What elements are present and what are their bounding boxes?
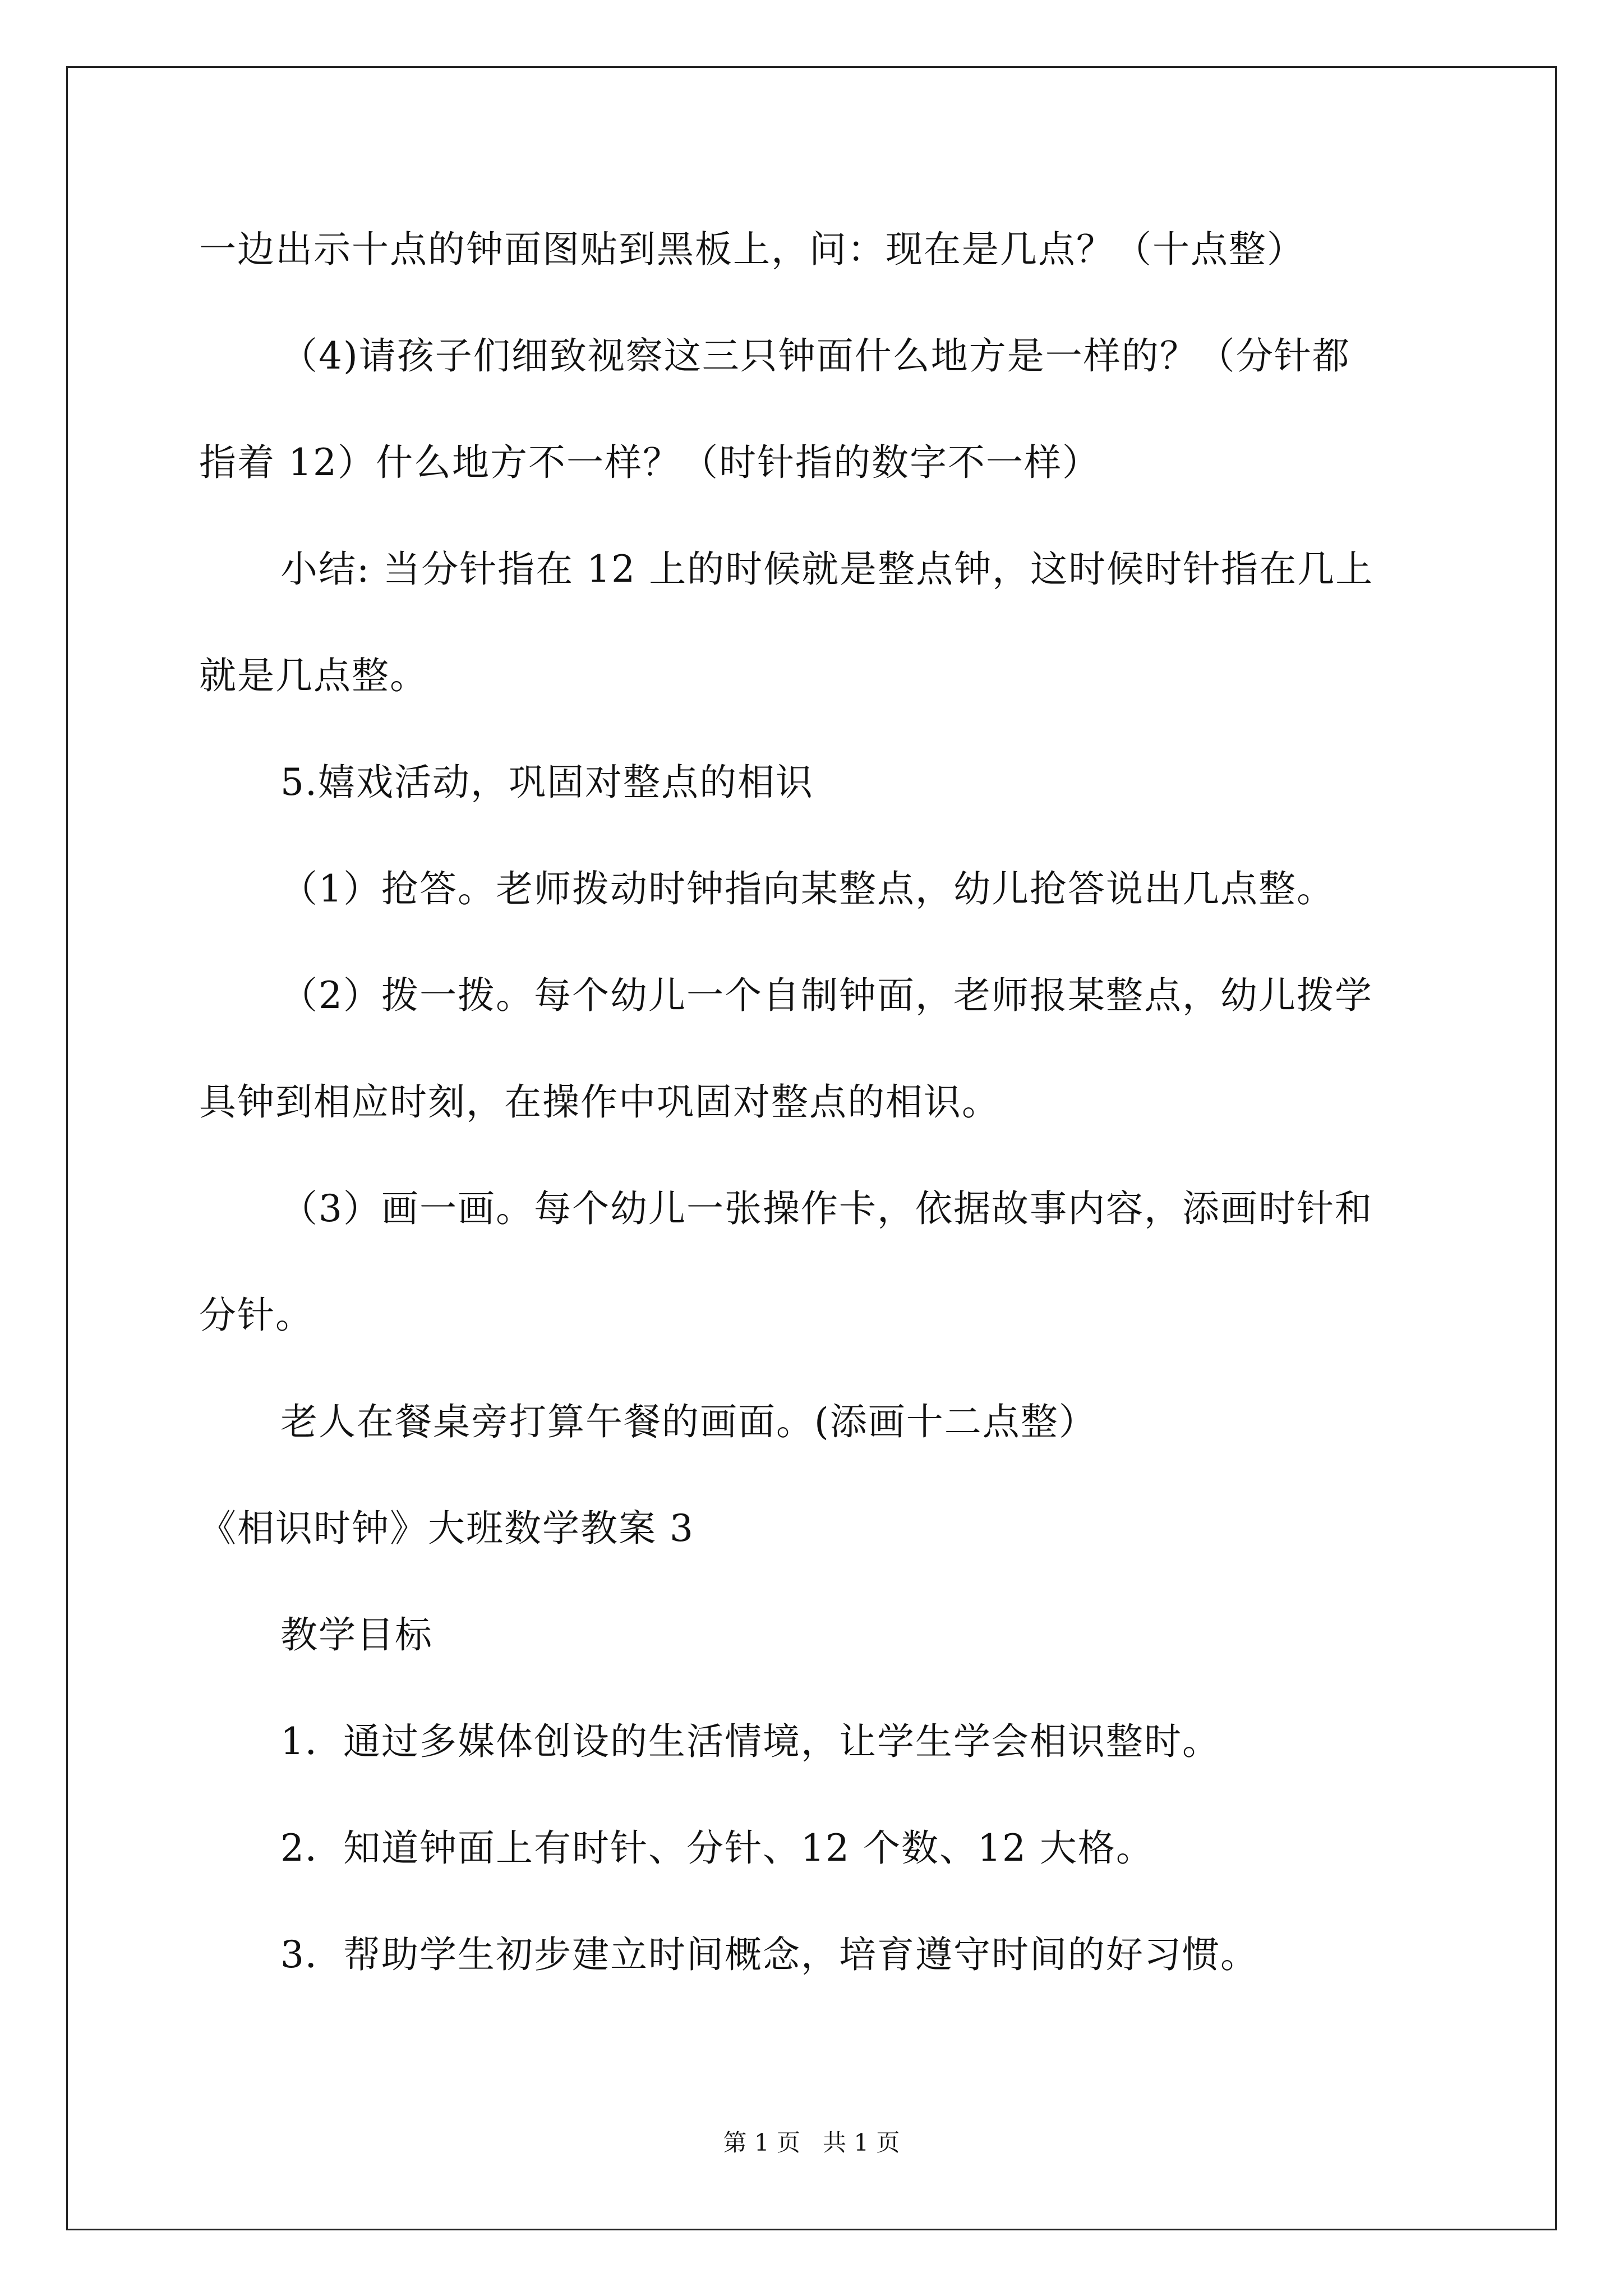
paragraph-line-10: （3）画一画。每个幼儿一张操作卡，依据故事内容，添画时针和 — [280, 1187, 1373, 1230]
paragraph-line-12: 老人在餐桌旁打算午餐的画面。(添画十二点整） — [280, 1400, 1097, 1443]
paragraph-line-3: 指着 12）什么地方不一样？（时针指的数字不一样） — [199, 441, 1100, 484]
paragraph-line-1: 一边出示十点的钟面图贴到黑板上，问：现在是几点？（十点整） — [199, 228, 1305, 271]
paragraph-line-4: 小结: 当分针指在 12 上的时候就是整点钟，这时候时针指在几上 — [280, 547, 1374, 591]
section-heading: 《相识时钟》大班数学教案 3 — [199, 1507, 694, 1550]
goal-item-3: 3．帮助学生初步建立时间概念，培育遵守时间的好习惯。 — [280, 1933, 1258, 1976]
paragraph-line-2: （4)请孩子们细致视察这三只钟面什么地方是一样的？（分针都 — [280, 334, 1350, 378]
paragraph-line-6: 5.嬉戏活动，巩固对整点的相识 — [280, 761, 814, 804]
page-footer: 第 1 页 共 1 页 — [723, 2129, 900, 2156]
paragraph-line-8: （2）拨一拨。每个幼儿一个自制钟面，老师报某整点，幼儿拨学 — [280, 974, 1373, 1017]
goal-item-2: 2．知道钟面上有时针、分针、12 个数、12 大格。 — [280, 1826, 1154, 1870]
page-border — [66, 66, 1557, 2230]
paragraph-line-11: 分针。 — [199, 1294, 313, 1337]
paragraph-line-7: （1）抢答。老师拨动时钟指向某整点，幼儿抢答说出几点整。 — [280, 867, 1335, 910]
paragraph-line-9: 具钟到相应时刻，在操作中巩固对整点的相识。 — [199, 1080, 1000, 1124]
paragraph-line-5: 就是几点整。 — [199, 654, 428, 697]
subheading-teaching-goals: 教学目标 — [280, 1613, 433, 1657]
goal-item-1: 1．通过多媒体创设的生活情境，让学生学会相识整时。 — [280, 1720, 1220, 1763]
